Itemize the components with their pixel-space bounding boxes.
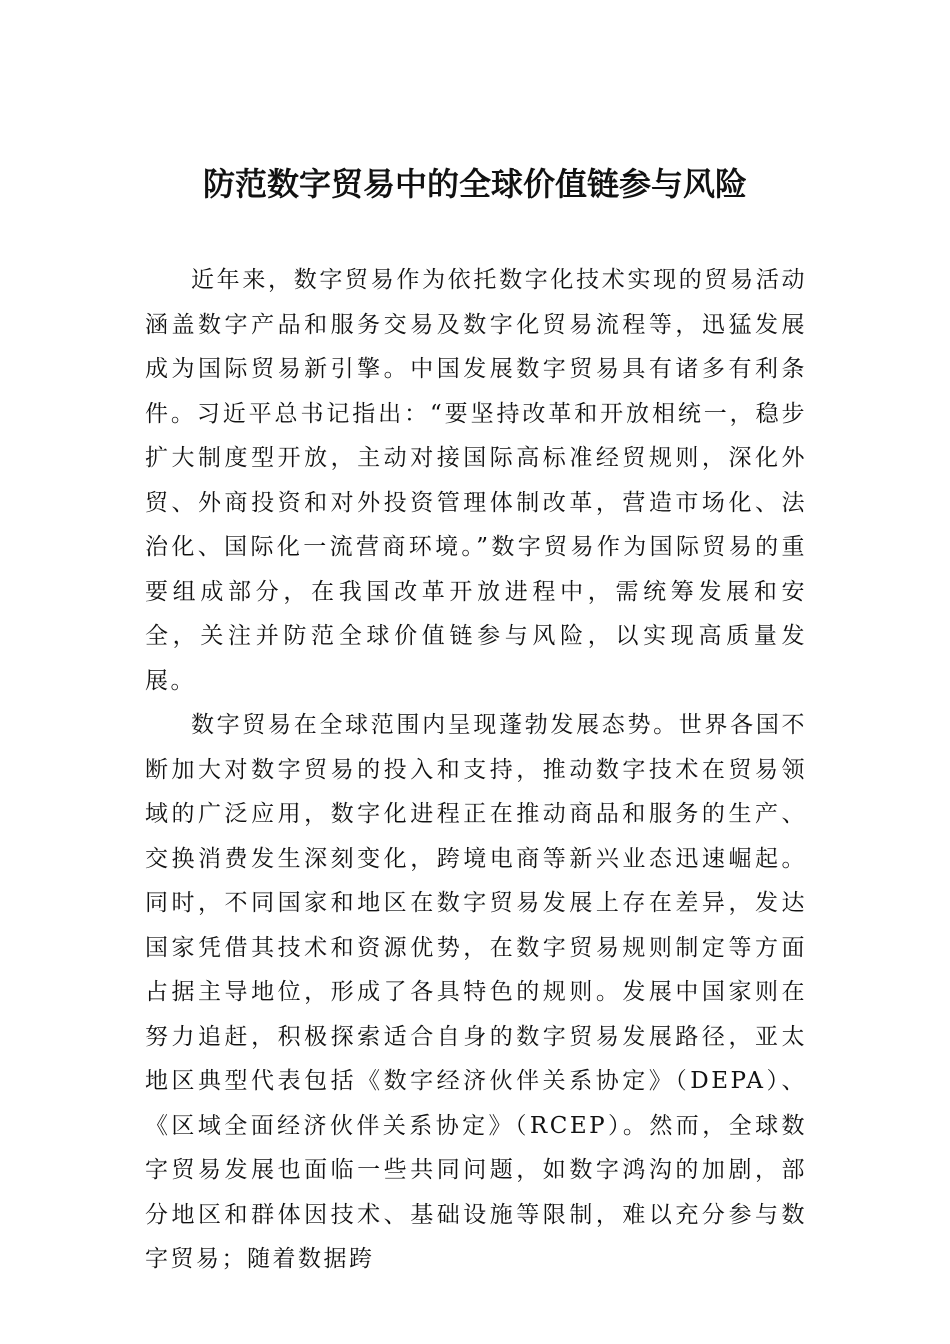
paragraph-2: 数字贸易在全球范围内呈现蓬勃发展态势。世界各国不断加大对数字贸易的投入和支持，推动数字技术在贸易领域的广泛应用，数字化进程正在推动商品和服务的生产、交换消费发生深刻变化，跨境电商等新兴业态迅速崛起。同时，不同国家和地区在数字贸易发展上存在差异，发达国家凭借其技术和资源优势，在数字贸易规则制定等方面占据主导地位，形成了各具特色的规则。发展中国家则在努力追赶，积极探索适合自身的数字贸易发展路径，亚太地区典型代表包括《数字经济伙伴关系协定》（DEPA）、《区域全面经济伙伴关系协定》（RCEP）。然而，全球数字贸易发展也面临一些共同问题，如数字鸿沟的加剧，部分地区和群体因技术、基础设施等限制，难以充分参与数字贸易；随着数据跨 — [145, 712, 807, 1272]
document-title: 防范数字贸易中的全球价值链参与风险 — [202, 165, 747, 203]
paragraph-1: 近年来，数字贸易作为依托数字化技术实现的贸易活动涵盖数字产品和服务交易及数字化贸易流程等，迅猛发展成为国际贸易新引擎。中国发展数字贸易具有诸多有利条件。习近平总书记指出：“要坚持改革和开放相统一，稳步扩大制度型开放，主动对接国际高标准经贸规则，深化外贸、外商投资和对外投资管理体制改革，营造市场化、法治化、国际化一流营商环境。”数字贸易作为国际贸易的重要组成部分，在我国改革开放进程中，需统筹发展和安全，关注并防范全球价值链参与风险，以实现高质量发展。 — [145, 267, 807, 694]
document-body — [145, 258, 807, 1282]
